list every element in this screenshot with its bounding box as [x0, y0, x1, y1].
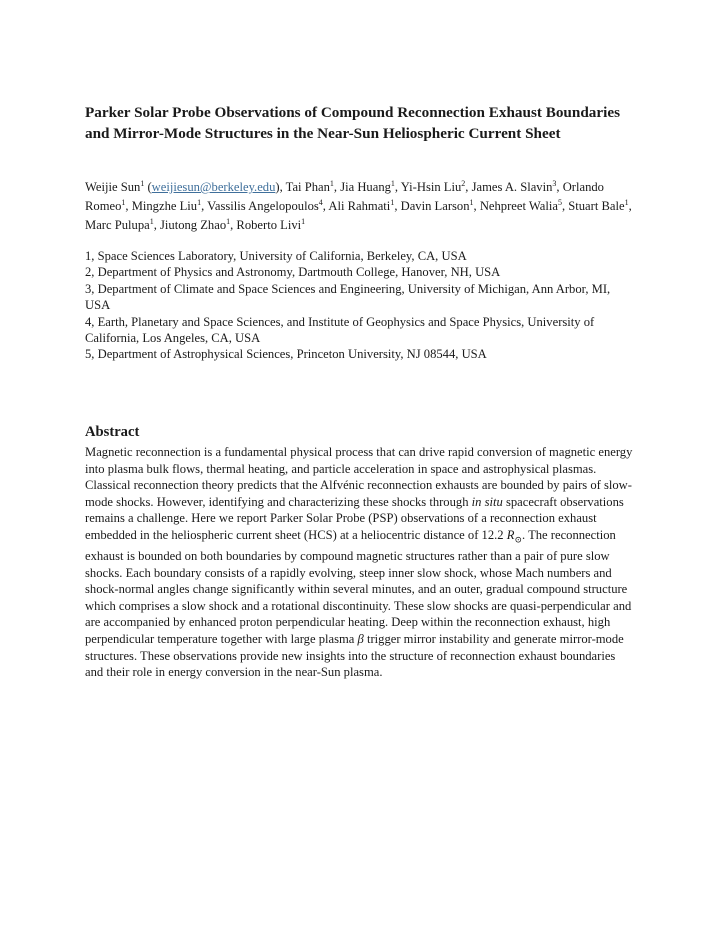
affiliation-item: 2, Department of Physics and Astronomy, Dartmouth College, Hanover, NH, USA — [85, 265, 501, 280]
affiliation-item: 1, Space Sciences Laboratory, University of California, Berkeley, CA, USA — [85, 249, 467, 263]
author-email-link[interactable]: weijiesun@berkeley.edu — [151, 180, 276, 194]
author-affiliation-mark: 1 — [149, 217, 154, 226]
author-name: Mingzhe Liu — [131, 199, 198, 213]
affiliation-list — [85, 248, 635, 363]
author-name: Yi-Hsin Liu — [400, 180, 462, 194]
abstract-part: spacecraft observations remains a challenge. Here we report Parker Solar Probe (PSP) observations of a reconnection exhaust embedded in the heliospheric current sheet (HCS) at a heliocentric distance of 12.2 — [85, 494, 624, 542]
author-affiliation-mark: 1 — [301, 217, 306, 226]
author-list: Weijie Sun$^1$ (weijiesun@berkeley.edu), Tai Phan$^1$, Jia Huang$^1$, Yi-Hsin Liu$^2$, James A. Slavin$^3$, Orlando Romeo$^1$, Mingzhe Liu$^1$, Vassilis Angelopoulos$^4$, Ali Rahmati$^1$, Davin Larson$^1$, Nehpreet Walia$^5$, Stuart Bale$^1$, Marc Pulupa$^1$, Jiutong Zhao$^1$, Roberto Livi$^1$ — [85, 179, 632, 232]
author-affiliation-mark: 5 — [557, 198, 562, 207]
author-name: Vassilis Angelopoulos — [207, 199, 319, 213]
abstract-part: . The reconnection exhaust is bounded on both boundaries by compound magnetic structures rather than a pair of pure slow shocks. Each boundary consists of a rapidly evolving, steep inner slow shock, whose Mach numbers and shock-normal angles change significantly within several minutes, and an outer, gradual compound structure which comprises a slow shock and a rotational discontinuity. These slow shocks are quasi-perpendicular and are accompanied by enhanced proton perpendicular heating. Deep within the reconnection exhaust, high perpendicular temperature together with large plasma — [85, 527, 632, 647]
author-name: Nehpreet Walia — [479, 199, 558, 213]
author-affiliation-mark: 1 — [226, 217, 231, 226]
author-name: Jia Huang — [340, 180, 391, 194]
affiliation-item: 5, Department of Astrophysical Sciences, Princeton University, NJ 08544, USA — [85, 347, 487, 362]
paper-title: Parker Solar Probe Observations of Compound Reconnection Exhaust Boundaries and Mirror-Mode Structures in the Near-Sun Heliospheric Current Sheet — [85, 104, 620, 142]
author-affiliation-mark: 4 — [318, 198, 323, 207]
author-name: Orlando Romeo — [85, 180, 604, 213]
author-name: Roberto Livi — [236, 218, 302, 232]
plasma-beta-symbol: β — [357, 632, 364, 647]
author-name: Marc Pulupa — [85, 218, 150, 232]
author-name: Tai Phan — [285, 180, 330, 194]
affiliation-item: 4, Earth, Planetary and Space Sciences, and Institute of Geophysics and Space Physics, University of California, Los Angeles, CA, USA — [85, 314, 595, 346]
author-affiliation-mark: 2 — [461, 179, 466, 188]
author-name: Ali Rahmati — [328, 199, 391, 213]
author-affiliation-mark: 1 — [121, 198, 126, 207]
abstract-italic-term: in situ — [471, 494, 503, 509]
abstract-heading: Abstract — [85, 424, 140, 440]
author-name: Davin Larson — [400, 199, 470, 213]
author-name: Jiutong Zhao — [160, 218, 227, 232]
author-affiliation-mark: 1 — [197, 198, 202, 207]
abstract-text — [85, 444, 633, 681]
author-affiliation-mark: 1 — [140, 179, 145, 188]
author-affiliation-mark: 1 — [390, 198, 395, 207]
author-name: James A. Slavin — [471, 180, 553, 194]
author-name: Weijie Sun — [85, 180, 141, 194]
author-affiliation-mark: 1 — [329, 179, 334, 188]
author-affiliation-mark: 1 — [469, 198, 474, 207]
author-name: Stuart Bale — [568, 199, 625, 213]
abstract-part: trigger mirror instability and generate mirror-mode structures. These observations provide new insights into the structure of reconnection exhaust boundaries and their role in energy conversion in the near-Sun plasma. — [85, 632, 624, 680]
solar-radius-symbol: R — [506, 527, 515, 542]
affiliation-item: 3, Department of Climate and Space Sciences and Engineering, University of Michigan, Ann Arbor, MI, USA — [85, 281, 611, 313]
author-affiliation-mark: 1 — [390, 179, 395, 188]
solar-radius-subscript: ⊙ — [514, 534, 522, 545]
author-affiliation-mark: 1 — [624, 198, 629, 207]
author-affiliation-mark: 3 — [552, 179, 557, 188]
abstract-part: Magnetic reconnection is a fundamental physical process that can drive rapid conversion of magnetic energy into plasma bulk flows, thermal heating, and particle acceleration in space and astrophysical plasmas. Classical reconnection theory predicts that the Alfvénic reconnection exhausts are bounded by pairs of slow-mode shocks. However, identifying and characterizing these shocks through — [85, 445, 633, 509]
